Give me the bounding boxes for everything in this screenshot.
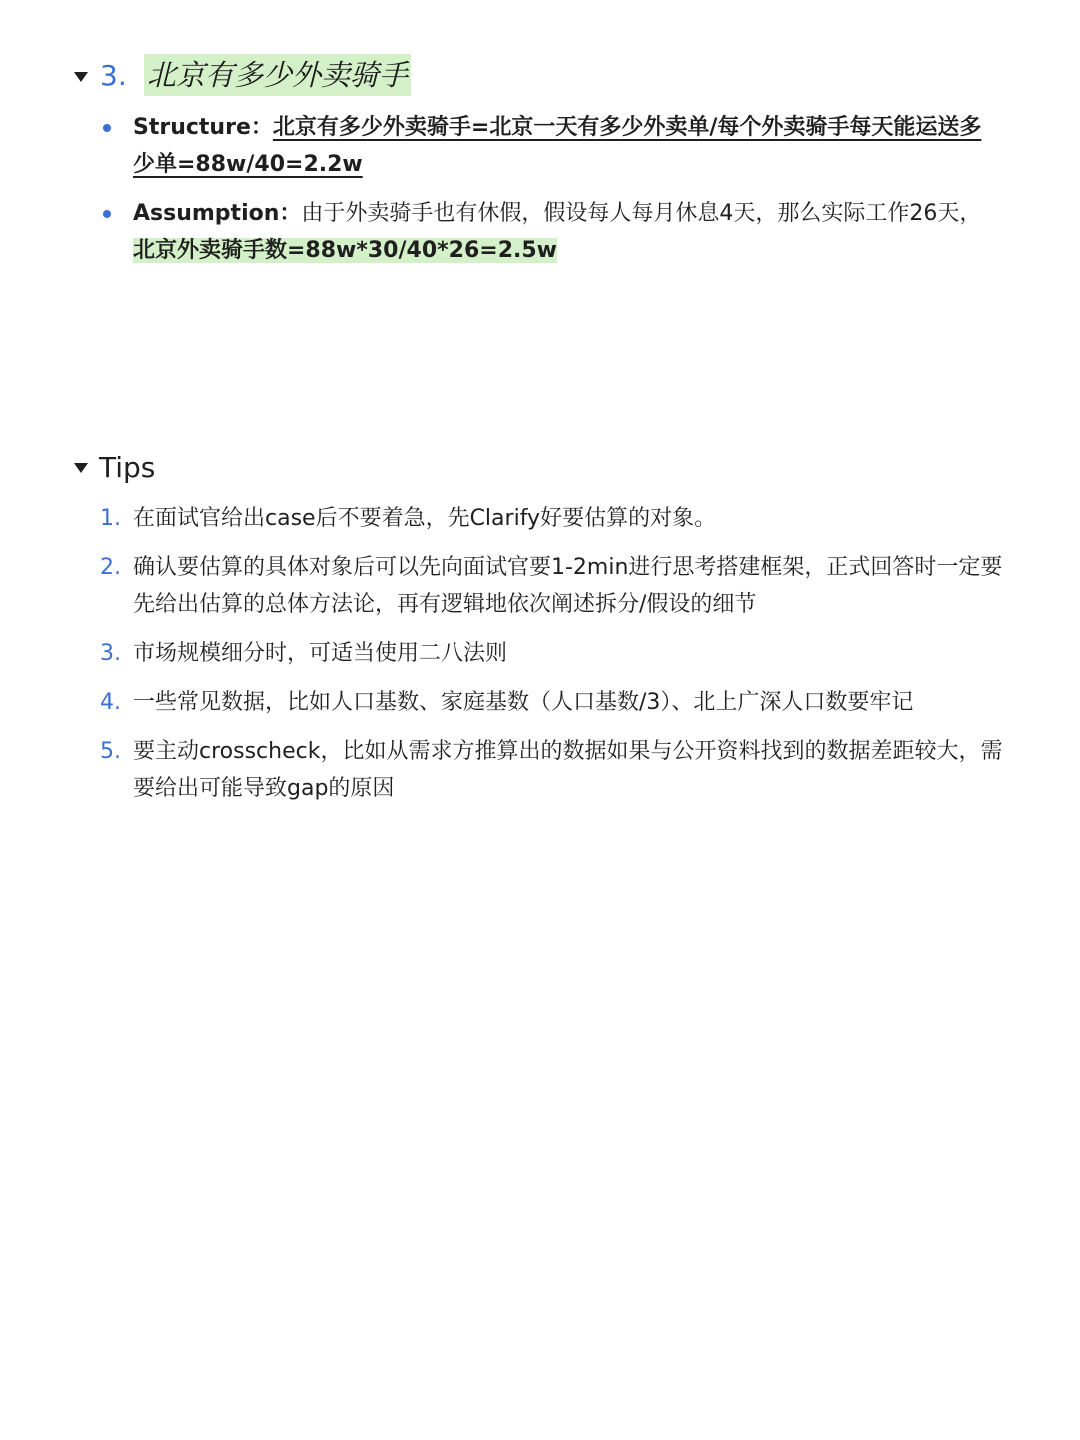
- tip-item: 一些常见数据，比如人口基数、家庭基数（人口基数/3）、北上广深人口数要牢记: [133, 690, 914, 715]
- label-colon: ：: [279, 201, 302, 226]
- bullet-icon: [103, 124, 111, 132]
- assumption-result: 北京外卖骑手数=88w*30/40*26=2.5w: [133, 238, 557, 263]
- bullet-icon: [103, 210, 111, 218]
- label-colon: ：: [250, 115, 273, 140]
- tip-item: 市场规模细分时，可适当使用二八法则: [133, 641, 508, 666]
- list-number: 5.: [100, 739, 121, 764]
- structure-label: Structure: [133, 115, 251, 140]
- tip-item: 在面试官给出case后不要着急，先Clarify好要估算的对象。: [133, 506, 717, 531]
- structure-formula: 北京有多少外卖骑手=北京一天有多少外卖单/每个外卖骑手每天能运送多少单=88w/40=2.2w: [133, 115, 982, 177]
- structure-bullet: [133, 109, 1003, 183]
- tip-item: 确认要估算的具体对象后可以先向面试官要1-2min进行思考搭建框架，正式回答时一定要先给出估算的总体方法论，再有逻辑地依次阐述拆分/假设的细节: [133, 555, 1003, 617]
- list-number: 3.: [100, 641, 121, 666]
- assumption-label: Assumption: [133, 201, 280, 226]
- collapse-toggle-icon[interactable]: [74, 72, 88, 82]
- section-number: 3.: [100, 59, 127, 92]
- collapse-toggle-icon[interactable]: [74, 463, 88, 473]
- assumption-text: 由于外卖骑手也有休假，假设每人每月休息4天，那么实际工作26天，: [301, 201, 982, 226]
- list-number: 4.: [100, 690, 121, 715]
- assumption-bullet: [133, 195, 1003, 269]
- list-number: 2.: [100, 555, 121, 580]
- section-title: 北京有多少外卖骑手: [144, 54, 411, 96]
- tip-item: 要主动crosscheck，比如从需求方推算出的数据如果与公开资料找到的数据差距较大，需要给出可能导致gap的原因: [133, 739, 1003, 801]
- tips-heading: Tips: [99, 451, 156, 484]
- list-number: 1.: [100, 506, 121, 531]
